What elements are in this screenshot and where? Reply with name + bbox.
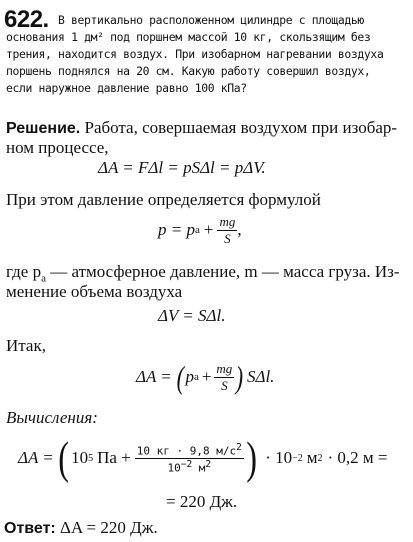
problem-line-5: если наружное давление равно 100 кПа?: [6, 81, 247, 95]
formula-final: ΔA = ( p а + $\frac{mg}{S}$ ) SΔl.: [136, 358, 275, 395]
problem-number: 622.: [4, 6, 49, 33]
problem-line-3: трения, находится воздух. При изобарном нагревании воздуха: [6, 47, 384, 61]
solution-label: Решение.: [6, 120, 81, 137]
calc-fraction: $\frac{10 кг \cdot 9,8 м/с^2}{10^{-2} м^2}$: [136, 441, 242, 475]
pressure-text: При этом давление определяется формулой: [6, 190, 321, 209]
itak: Итак,: [6, 336, 46, 355]
problem-line-1: В вертикально расположенном цилиндре с площадью: [58, 13, 364, 27]
calc-expression: ΔA = ( 10 5 Па + $\frac{10 кг \cdot 9,8 м/с^2}{10^{-2} м^2}$ ) · 10 −2 м 2 · 0,2 м =: [18, 432, 388, 483]
answer-line: [4, 518, 158, 538]
calc-label: Вычисления:: [6, 408, 98, 427]
where-line-1: где $p_а$ — атмосферное давление, m — масса груза. Из-: [6, 262, 400, 285]
formula-work: ΔA = FΔl = pSΔl = pΔV.: [98, 158, 266, 177]
where-line-2: менение объема воздуха: [6, 282, 183, 301]
formula-pressure: p = p а + $\frac{mg}{S}$ ,: [158, 213, 242, 246]
answer-label: Ответ:: [4, 520, 56, 537]
fraction-mg-over-S: $\frac{mg}{S}$: [219, 213, 236, 246]
calc-result: = 220 Дж.: [166, 492, 238, 511]
formula-delta-v: ΔV = SΔl.: [158, 306, 226, 325]
fraction-mg-over-S-2: $\frac{mg}{S}$: [216, 360, 233, 393]
solution-intro-2: ном процессе,: [6, 138, 109, 157]
problem-line-2: основания 1 дм² под поршнем массой 10 кг, скользящим без: [6, 30, 371, 44]
problem-line-4: поршень поднялся на 20 см. Какую работу совершил воздух,: [6, 64, 371, 78]
solution-intro-1: Решение. Работа, совершаемая воздухом при изобар-: [6, 118, 398, 137]
answer-value: ΔA = 220 Дж.: [60, 518, 158, 537]
